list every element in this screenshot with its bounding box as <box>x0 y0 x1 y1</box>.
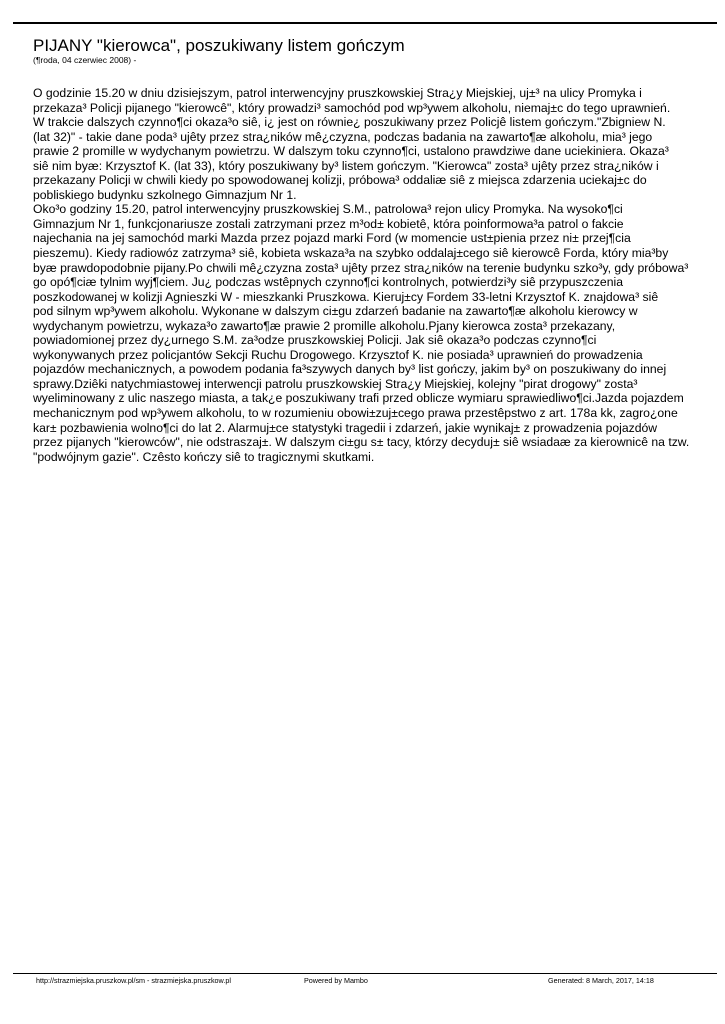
footer-divider <box>13 973 717 974</box>
article-title: PIJANY "kierowca", poszukiwany listem gończym <box>33 36 405 55</box>
article-body <box>33 86 711 464</box>
article-paragraph-2: Oko³o godziny 15.20, patrol interwencyjny pruszkowskiej S.M., patrolowa³ rejon ulicy Promyka. Na wysoko¶ci Gimnazjum Nr 1, funkcjonariusze zostali zatrzymani przez m³od± kobietê, która poinformowa³a patrol o fakcie najechania na jej samochód marki Mazda przez pojazd marki Ford (w momencie ust±pienia przez ni± przej¶cia pieszemu). Kiedy radiowóz zatrzyma³ siê, kobieta wskaza³a na szybko oddalaj±cego siê kierowcê Forda, który mia³by byæ prawdopodobnie pijany.Po chwili mê¿czyzna zosta³ ujêty przez stra¿ników na terenie budynku szko³y, gdy próbowa³ go opó¶ciæ tylnim wyj¶ciem. Ju¿ podczas wstêpnych czynno¶ci kontrolnych, potwierdzi³y siê przypuszczenia poszkodowanej w kolizji Agnieszki W - mieszkanki Pruszkowa. Kieruj±cy Fordem 33-letni Krzysztof K. znajdowa³ siê pod silnym wp³ywem alkoholu. Wykonane w dalszym ci±gu zdarzeń badanie na zawarto¶æ alkoholu kierowcy w wydychanym powietrzu, wykaza³o zawarto¶æ prawie 2 promille alkoholu.Pjany kierowca zosta³ przekazany, powiadomionej przez dy¿urnego S.M. za³odze pruszkowskiej Policji. Jak siê okaza³o podczas czynno¶ci wykonywanych przez policjantów Sekcji Ruchu Drogowego. Krzysztof K. nie posiada³ uprawnień do prowadzenia pojazdów mechanicznych, a powodem podania fa³szywych danych by³ list gończy, jakim by³ on poszukiwany do innej sprawy.Dziêki natychmiastowej interwencji patrolu pruszkowskiej Stra¿y Miejskiej, kolejny "pirat drogowy" zosta³ wyeliminowany z ulic naszego miasta, a tak¿e poszukiwany trafi przed oblicze wymiaru sprawiedliwo¶ci.Jazda pojazdem mechanicznym pod wp³ywem alkoholu, to w rozumieniu obowi±zuj±cego prawa przestêpstwo z art. 178a kk, zagro¿one kar± pozbawienia wolno¶ci do lat 2. Alarmuj±ce statystyki tragedii i zdarzeń, jakie wynikaj± z prowadzenia pojazdów przez pijanych "kierowców", nie odstraszaj±. W dalszym ci±gu s± tacy, którzy decyduj± siê wsiadaæ za kierownicê na tzw. "podwójnym gazie". Czêsto kończy siê to tragicznymi skutkami. <box>33 202 690 464</box>
footer-url: http://strazmiejska.pruszkow.pl/sm - strazmiejska.pruszkow.pl <box>36 976 231 985</box>
top-divider <box>13 22 717 24</box>
article-date: (¶roda, 04 czerwiec 2008) - <box>33 55 137 65</box>
article-paragraph-1: O godzinie 15.20 w dniu dzisiejszym, patrol interwencyjny pruszkowskiej Stra¿y Miejskiej, uj±³ na ulicy Promyka i przekaza³ Policji pijanego "kierowcê", który prowadzi³ samochód pod wp³ywem alkoholu, niemaj±c do tego uprawnień. W trakcie dalszych czynno¶ci okaza³o siê, i¿ jest on równie¿ poszukiwany przez Policjê listem gończym."Zbigniew N. (lat 32)" - takie dane poda³ ujêty przez stra¿ników mê¿czyzna, podczas badania na zawarto¶æ alkoholu, mia³ jego prawie 2 promille w wydychanym powietrzu. W dalszym toku czynno¶ci, ustalono prawdziwe dane uciekiniera. Okaza³ siê nim byæ: Krzysztof K. (lat 33), który poszukiwany by³ listem gończym. "Kierowca" zosta³ ujêty przez stra¿ników i przekazany Policji w chwili kiedy po spowodowanej kolizji, próbowa³ oddaliæ siê z miejsca zdarzenia uciekaj±c do pobliskiego budynku szkolnego Gimnazjum Nr 1. <box>33 86 671 202</box>
footer-powered-by: Powered by Mambo <box>304 976 368 985</box>
footer-generated: Generated: 8 March, 2017, 14:18 <box>548 976 654 985</box>
